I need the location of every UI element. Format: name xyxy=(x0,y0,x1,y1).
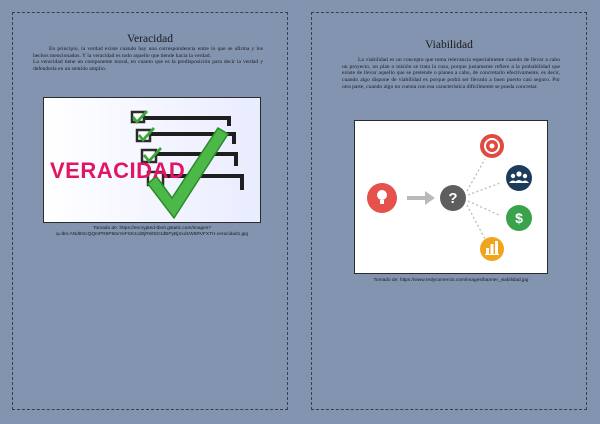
veracidad-figure xyxy=(43,97,261,223)
target-icon xyxy=(480,134,504,158)
page-title: Veracidad xyxy=(127,33,173,45)
body-text xyxy=(342,57,560,91)
paragraph: En principio, la verdad existe cuando hay una correspondencia entre lo que se afirma y los hechos mencionados. Y la veracidad es todo aquello que tiende hacia la verdad. xyxy=(33,46,263,59)
figure-label: VERACIDAD xyxy=(50,158,186,183)
team-icon xyxy=(506,165,532,191)
right-page xyxy=(311,12,587,410)
body-text xyxy=(33,46,263,73)
page-title: Viabilidad xyxy=(425,39,473,51)
svg-text:$: $ xyxy=(515,210,523,226)
svg-text:?: ? xyxy=(448,190,458,207)
figure-caption: Tomado de: https://encrypted-tbn0.gstatic.com/images?q=tbn:ANd9GcQQmPR5P66xYeFSKzcd0jRWSD1dBPyBjXxd1W6RVFXTH.veracidad1.jpg xyxy=(55,226,248,237)
paragraph: La viabilidad es un concepto que toma relevancia especialmente cuando de llevar a cabo un proyecto, un plan o misión se trata la cosa, porque justamente refiere a la probabilidad que existe de llevar aquello que se pretende o planea a cabo, de concretarlo efectivamente, es decir, cuando algo dispone de viabilidad es porque podrá ser llevado a buen puerto casi seguro. Por otra parte, cuando algo no cuenta con esa característica difícilmente se pueda concretar. xyxy=(342,57,560,90)
left-page xyxy=(12,12,288,410)
viabilidad-figure xyxy=(354,120,548,274)
figure-caption: Tomado de: https://www.redycomercio.com/images/banner_viabilidad.jpg xyxy=(373,278,529,283)
question-icon xyxy=(440,185,466,211)
lightbulb-icon xyxy=(367,183,397,213)
paragraph: La veracidad tiene un componente moral, en cuanto que es la predisposición para decir la verdad y defenderla en un sentido amplio. xyxy=(33,59,263,73)
dollar-icon xyxy=(506,205,532,231)
bar-chart-icon xyxy=(480,237,504,261)
